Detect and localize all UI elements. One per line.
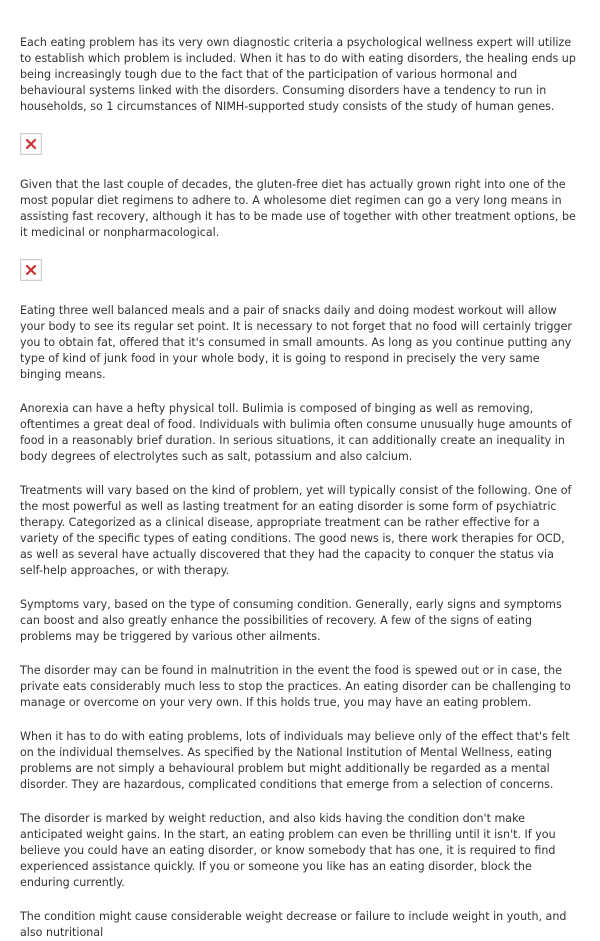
article-body <box>20 35 580 941</box>
paragraph-6: Symptoms vary, based on the type of consuming condition. Generally, early signs and symptoms can boost and also greatly enhance the possibilities of recovery. A few of the signs of eating problems may be triggered by various other ailments. <box>20 598 562 643</box>
broken-image-icon <box>26 265 36 275</box>
paragraph-3: Eating three well balanced meals and a pair of snacks daily and doing modest workout will allow your body to see its regular set point. It is necessary to not forget that no food will certainly trigger you to obtain fat, offered that it's consumed in small amounts. As long as you continue putting any type of kind of junk food in your whole body, it is going to respond in precisely the very same binging means. <box>20 304 572 381</box>
paragraph-10: The condition might cause considerable weight decrease or failure to include weight in youth, and also nutritional <box>20 910 567 939</box>
broken-image-1 <box>20 133 42 155</box>
paragraph-8: When it has to do with eating problems, lots of individuals may believe only of the effect that's felt on the individual themselves. As specified by the National Institution of Mental Wellness, eating problems are not simply a behavioural problem but might additionally be regarded as a mental disorder. They are hazardous, complicated conditions that emerge from a selection of concerns. <box>20 730 570 791</box>
paragraph-4: Anorexia can have a hefty physical toll. Bulimia is composed of binging as well as removing, oftentimes a great deal of food. Individuals with bulimia often consume unusually huge amounts of food in a reasonably brief duration. In serious situations, it can additionally create an inequality in body degrees of electrolytes such as salt, potassium and also calcium. <box>20 402 572 463</box>
paragraph-5: Treatments will vary based on the kind of problem, yet will typically consist of the following. One of the most powerful as well as lasting treatment for an eating disorder is some form of psychiatric therapy. Categorized as a clinical disease, appropriate treatment can be rather effective for a variety of the specific types of eating conditions. The good news is, there work therapies for OCD, as well as several have actually discovered that they had the capacity to conquer the status via self-help approaches, or with therapy. <box>20 484 572 577</box>
paragraph-1: Each eating problem has its very own diagnostic criteria a psychological wellness expert will utilize to establish which problem is included. When it has to do with eating disorders, the healing ends up being increasingly tough due to the fact that of the participation of various hormonal and behavioural systems linked with the disorders. Consuming disorders have a tendency to run in households, so 1 circumstances of NIMH-supported study consists of the study of human genes. <box>20 36 576 113</box>
paragraph-9: The disorder is marked by weight reduction, and also kids having the condition don't make anticipated weight gains. In the start, an eating problem can even be thrilling until it isn't. If you believe you could have an eating disorder, or know somebody that has one, it is required to find experienced assistance quickly. If you or someone you like has an eating disorder, block the enduring currently. <box>20 812 556 889</box>
broken-image-icon <box>26 139 36 149</box>
paragraph-7: The disorder may can be found in malnutrition in the event the food is spewed out or in case, the private eats considerably much less to stop the practices. An eating disorder can be challenging to manage or overcome on your very own. If this holds true, you may have an eating problem. <box>20 664 571 709</box>
broken-image-2 <box>20 259 42 281</box>
paragraph-2: Given that the last couple of decades, the gluten-free diet has actually grown right into one of the most popular diet regimens to adhere to. A wholesome diet regimen can go a very long means in assisting fast recovery, although it has to be made use of together with other treatment options, be it medicinal or nonpharmacological. <box>20 178 576 239</box>
